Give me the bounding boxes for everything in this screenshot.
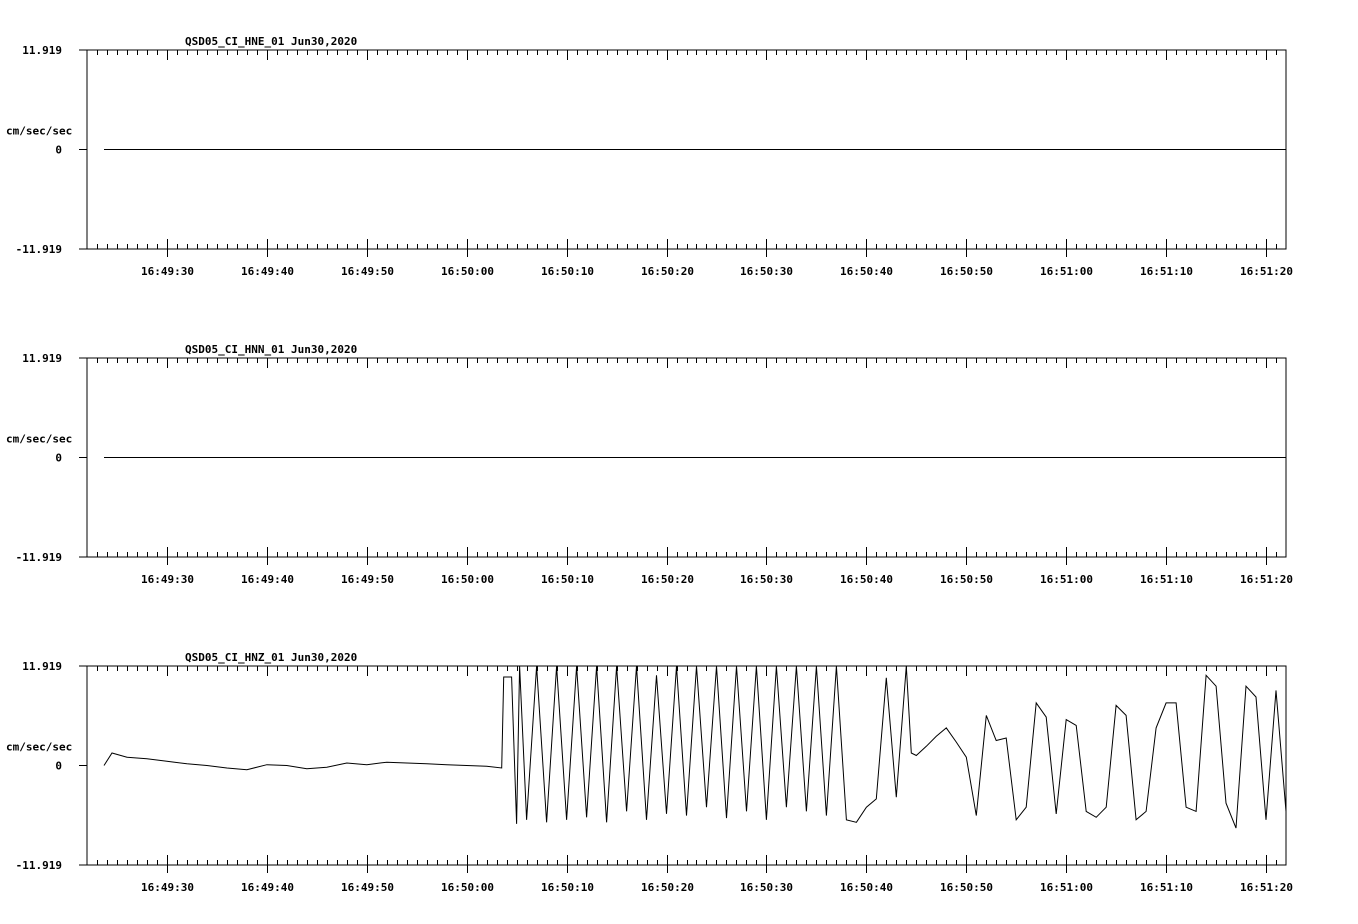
x-tick-label: 16:51:20: [1240, 573, 1293, 586]
x-tick-label: 16:50:30: [740, 881, 793, 894]
x-tick-label: 16:50:40: [840, 265, 893, 278]
seismic-trace: [104, 666, 1286, 828]
x-tick-label: 16:50:50: [940, 265, 993, 278]
x-tick-label: 16:51:20: [1240, 881, 1293, 894]
panel-title: QSD05_CI_HNE_01 Jun30,2020: [185, 35, 358, 48]
x-tick-label: 16:51:00: [1040, 881, 1093, 894]
x-tick-label: 16:50:10: [541, 265, 594, 278]
y-tick-label: -11.919: [15, 859, 62, 872]
x-tick-label: 16:50:40: [840, 573, 893, 586]
panel-title: QSD05_CI_HNZ_01 Jun30,2020: [185, 651, 358, 664]
y-tick-label: 11.919: [22, 352, 62, 365]
x-tick-label: 16:50:20: [641, 265, 694, 278]
x-tick-label: 16:50:30: [740, 573, 793, 586]
y-tick-label: -11.919: [15, 243, 62, 256]
x-tick-label: 16:49:40: [241, 573, 294, 586]
plot-frame: [87, 666, 1286, 865]
x-tick-label: 16:51:00: [1040, 265, 1093, 278]
x-tick-label: 16:51:10: [1140, 265, 1193, 278]
x-tick-label: 16:49:50: [341, 881, 394, 894]
x-tick-label: 16:50:50: [940, 881, 993, 894]
x-tick-label: 16:50:10: [541, 573, 594, 586]
x-tick-label: 16:50:00: [441, 265, 494, 278]
x-tick-label: 16:49:50: [341, 265, 394, 278]
x-tick-label: 16:50:10: [541, 881, 594, 894]
y-tick-label: 0: [55, 759, 62, 773]
x-tick-label: 16:49:40: [241, 881, 294, 894]
x-tick-label: 16:49:40: [241, 265, 294, 278]
x-tick-label: 16:49:30: [141, 573, 194, 586]
x-tick-label: 16:50:40: [840, 881, 893, 894]
x-tick-label: 16:51:20: [1240, 265, 1293, 278]
x-tick-label: 16:51:10: [1140, 573, 1193, 586]
y-axis-label: cm/sec/sec: [6, 124, 73, 138]
x-tick-label: 16:50:20: [641, 881, 694, 894]
y-tick-label: 11.919: [22, 660, 62, 673]
x-tick-label: 16:50:20: [641, 573, 694, 586]
x-tick-label: 16:51:00: [1040, 573, 1093, 586]
y-axis-label: cm/sec/sec: [6, 432, 73, 446]
x-tick-label: 16:51:10: [1140, 881, 1193, 894]
x-tick-label: 16:49:30: [141, 881, 194, 894]
y-tick-label: 11.919: [22, 44, 62, 57]
x-tick-label: 16:50:00: [441, 573, 494, 586]
y-tick-label: 0: [55, 451, 62, 465]
y-axis-label: cm/sec/sec: [6, 740, 73, 754]
x-tick-label: 16:50:00: [441, 881, 494, 894]
x-tick-label: 16:50:50: [940, 573, 993, 586]
y-tick-label: 0: [55, 143, 62, 157]
x-tick-label: 16:49:50: [341, 573, 394, 586]
y-tick-label: -11.919: [15, 551, 62, 564]
x-tick-label: 16:49:30: [141, 265, 194, 278]
x-tick-label: 16:50:30: [740, 265, 793, 278]
panel-title: QSD05_CI_HNN_01 Jun30,2020: [185, 343, 358, 356]
